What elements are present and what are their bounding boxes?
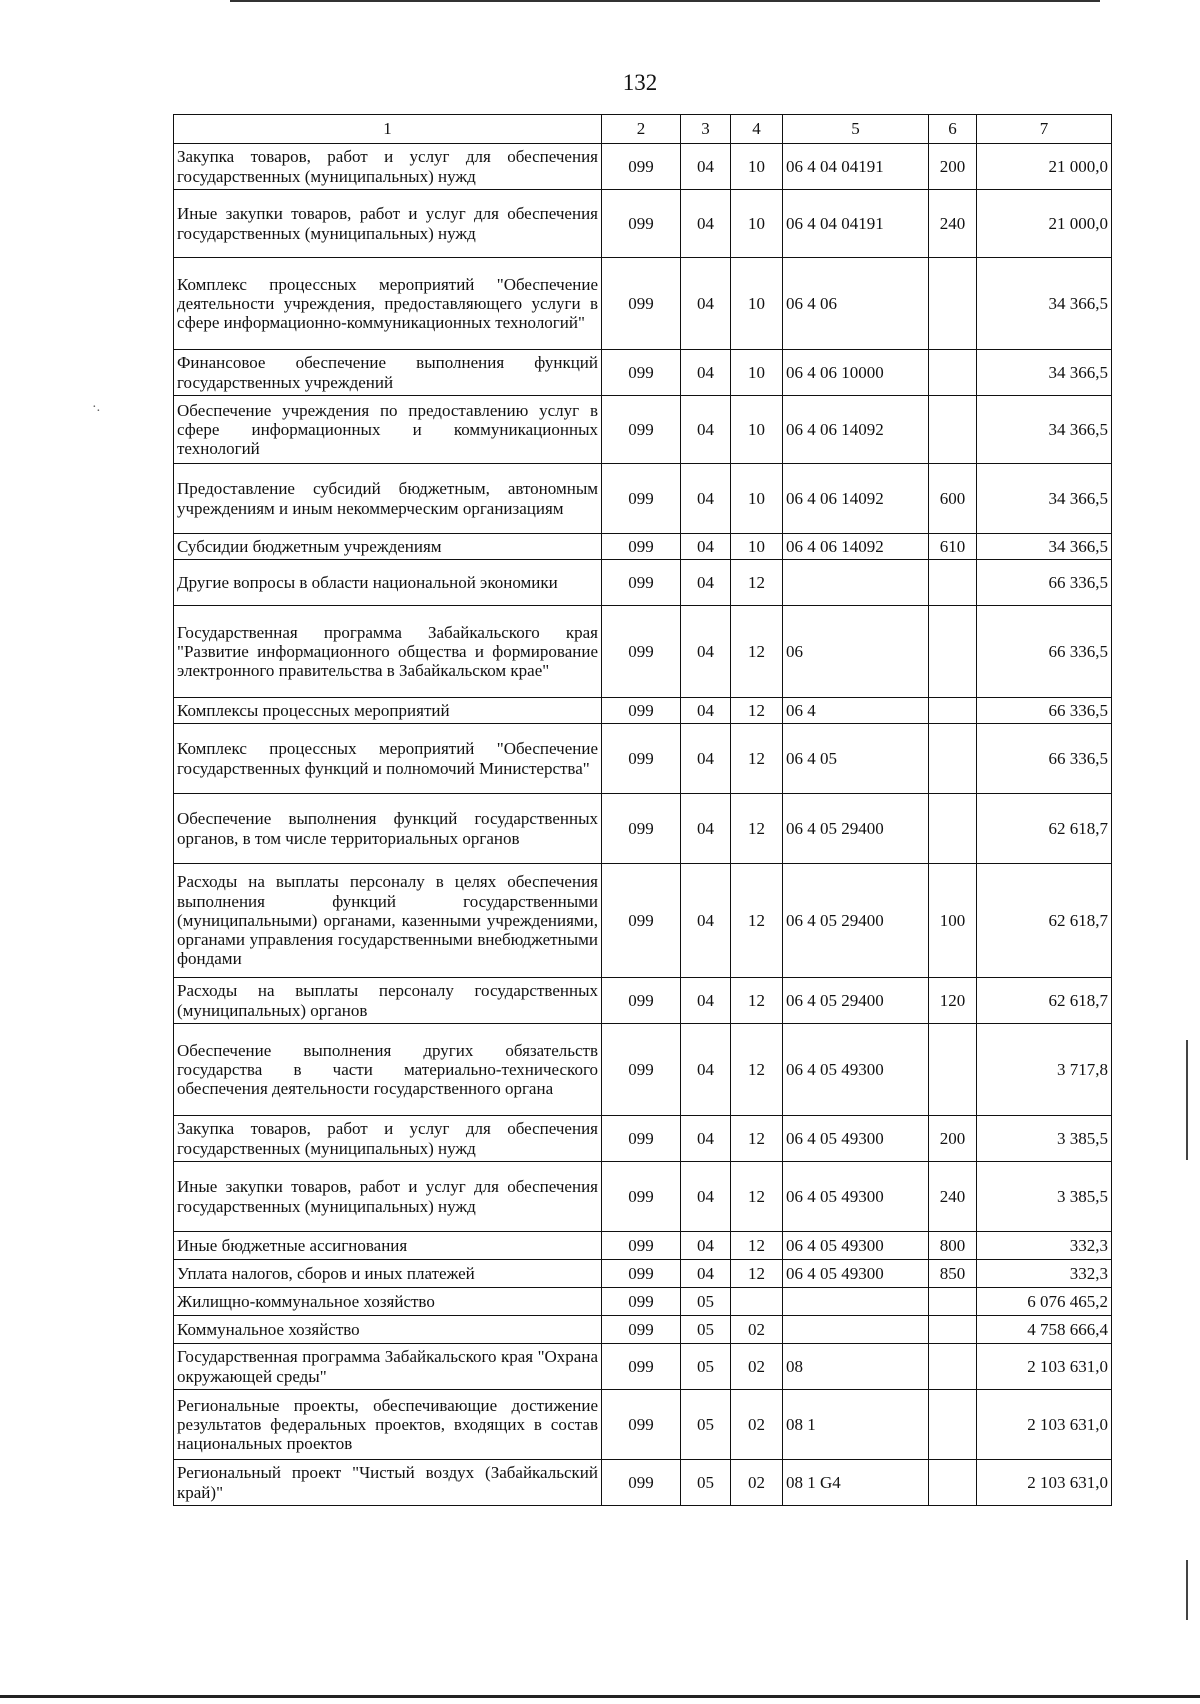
row-section-cell: 05	[681, 1316, 731, 1344]
row-name-cell: Жилищно-коммунальное хозяйство	[174, 1288, 602, 1316]
row-subsection-cell: 12	[731, 1232, 783, 1260]
row-amount-cell: 34 366,5	[977, 464, 1112, 534]
row-expense-type-cell: 850	[929, 1260, 977, 1288]
row-name-cell: Закупка товаров, работ и услуг для обеспечения государственных (муниципальных) нужд	[174, 144, 602, 190]
row-admin-code-cell: 099	[602, 978, 681, 1024]
table-row	[174, 534, 1112, 560]
row-target-article-cell: 06 4 05 29400	[783, 864, 929, 978]
row-target-article-cell: 06 4 06 14092	[783, 396, 929, 464]
row-name-cell: Государственная программа Забайкальского края "Развитие информационного общества и формирование электронного правительства в Забайкальском крае"	[174, 606, 602, 698]
row-name-cell: Финансовое обеспечение выполнения функций государственных учреждений	[174, 350, 602, 396]
row-subsection-cell: 12	[731, 1260, 783, 1288]
row-subsection-cell: 12	[731, 560, 783, 606]
row-subsection-cell: 02	[731, 1344, 783, 1390]
row-section-cell: 04	[681, 978, 731, 1024]
row-section-cell: 04	[681, 258, 731, 350]
row-section-cell: 04	[681, 190, 731, 258]
table-row	[174, 1260, 1112, 1288]
row-name-cell: Иные закупки товаров, работ и услуг для обеспечения государственных (муниципальных) нужд	[174, 190, 602, 258]
row-target-article-cell	[783, 560, 929, 606]
row-name-cell: Предоставление субсидий бюджетным, автономным учреждениям и иным некоммерческим организациям	[174, 464, 602, 534]
scan-edge-mark	[1186, 1040, 1188, 1160]
table-row	[174, 1344, 1112, 1390]
row-admin-code-cell: 099	[602, 144, 681, 190]
row-admin-code-cell: 099	[602, 350, 681, 396]
row-target-article-cell: 06 4 05 29400	[783, 978, 929, 1024]
row-target-article-cell: 06 4 05 49300	[783, 1024, 929, 1116]
row-subsection-cell: 10	[731, 350, 783, 396]
top-border-line	[230, 0, 1100, 2]
row-subsection-cell: 10	[731, 258, 783, 350]
row-section-cell: 04	[681, 396, 731, 464]
row-target-article-cell: 08 1	[783, 1390, 929, 1460]
row-subsection-cell: 10	[731, 396, 783, 464]
row-expense-type-cell	[929, 560, 977, 606]
table-row	[174, 1390, 1112, 1460]
row-section-cell: 04	[681, 606, 731, 698]
row-expense-type-cell	[929, 258, 977, 350]
row-amount-cell: 34 366,5	[977, 350, 1112, 396]
row-section-cell: 04	[681, 1232, 731, 1260]
row-admin-code-cell: 099	[602, 1162, 681, 1232]
row-section-cell: 04	[681, 1260, 731, 1288]
table-row	[174, 698, 1112, 724]
row-amount-cell: 62 618,7	[977, 978, 1112, 1024]
row-name-cell: Иные бюджетные ассигнования	[174, 1232, 602, 1260]
table-row	[174, 258, 1112, 350]
row-amount-cell: 6 076 465,2	[977, 1288, 1112, 1316]
row-amount-cell: 21 000,0	[977, 190, 1112, 258]
row-subsection-cell: 12	[731, 864, 783, 978]
row-subsection-cell: 10	[731, 534, 783, 560]
row-expense-type-cell: 600	[929, 464, 977, 534]
row-section-cell: 05	[681, 1288, 731, 1316]
row-admin-code-cell: 099	[602, 724, 681, 794]
row-subsection-cell: 12	[731, 978, 783, 1024]
row-name-cell: Комплексы процессных мероприятий	[174, 698, 602, 724]
row-section-cell: 04	[681, 1024, 731, 1116]
row-target-article-cell: 06 4 06	[783, 258, 929, 350]
row-subsection-cell: 12	[731, 698, 783, 724]
header-col-7: 7	[977, 115, 1112, 144]
row-target-article-cell: 06 4 05 49300	[783, 1232, 929, 1260]
row-subsection-cell: 02	[731, 1316, 783, 1344]
table-row	[174, 794, 1112, 864]
row-target-article-cell: 06 4 05 49300	[783, 1162, 929, 1232]
header-col-6: 6	[929, 115, 977, 144]
row-admin-code-cell: 099	[602, 1260, 681, 1288]
row-admin-code-cell: 099	[602, 794, 681, 864]
row-expense-type-cell	[929, 606, 977, 698]
row-expense-type-cell	[929, 698, 977, 724]
row-expense-type-cell	[929, 396, 977, 464]
row-amount-cell: 3 385,5	[977, 1162, 1112, 1232]
row-admin-code-cell: 099	[602, 534, 681, 560]
row-expense-type-cell	[929, 1344, 977, 1390]
row-name-cell: Уплата налогов, сборов и иных платежей	[174, 1260, 602, 1288]
header-row	[174, 115, 1112, 144]
row-admin-code-cell: 099	[602, 1232, 681, 1260]
row-expense-type-cell: 200	[929, 144, 977, 190]
row-subsection-cell: 12	[731, 606, 783, 698]
row-subsection-cell: 10	[731, 190, 783, 258]
row-section-cell: 04	[681, 724, 731, 794]
row-admin-code-cell: 099	[602, 560, 681, 606]
row-section-cell: 04	[681, 698, 731, 724]
row-target-article-cell: 06 4 04 04191	[783, 190, 929, 258]
table-row	[174, 864, 1112, 978]
row-target-article-cell: 06 4 06 14092	[783, 534, 929, 560]
row-subsection-cell: 12	[731, 1116, 783, 1162]
row-admin-code-cell: 099	[602, 1116, 681, 1162]
table-row	[174, 1162, 1112, 1232]
row-expense-type-cell	[929, 1390, 977, 1460]
row-amount-cell: 2 103 631,0	[977, 1460, 1112, 1506]
row-subsection-cell: 12	[731, 1162, 783, 1232]
row-expense-type-cell: 610	[929, 534, 977, 560]
table-row	[174, 464, 1112, 534]
row-section-cell: 05	[681, 1460, 731, 1506]
row-admin-code-cell: 099	[602, 1024, 681, 1116]
table-row	[174, 1116, 1112, 1162]
page-number: 132	[622, 70, 658, 95]
table-row	[174, 1316, 1112, 1344]
row-amount-cell: 21 000,0	[977, 144, 1112, 190]
row-amount-cell: 3 717,8	[977, 1024, 1112, 1116]
row-target-article-cell: 06 4	[783, 698, 929, 724]
table-row	[174, 978, 1112, 1024]
table-row	[174, 1024, 1112, 1116]
row-admin-code-cell: 099	[602, 1288, 681, 1316]
row-expense-type-cell	[929, 1288, 977, 1316]
table-row	[174, 606, 1112, 698]
row-expense-type-cell	[929, 794, 977, 864]
row-name-cell: Государственная программа Забайкальского края "Охрана окружающей среды"	[174, 1344, 602, 1390]
row-subsection-cell: 12	[731, 794, 783, 864]
row-amount-cell: 2 103 631,0	[977, 1390, 1112, 1460]
row-admin-code-cell: 099	[602, 606, 681, 698]
row-target-article-cell: 08 1 G4	[783, 1460, 929, 1506]
row-target-article-cell: 06 4 05 49300	[783, 1116, 929, 1162]
table-row	[174, 1288, 1112, 1316]
row-target-article-cell: 06 4 05 49300	[783, 1260, 929, 1288]
row-expense-type-cell: 100	[929, 864, 977, 978]
row-target-article-cell: 06 4 06 14092	[783, 464, 929, 534]
row-admin-code-cell: 099	[602, 396, 681, 464]
row-section-cell: 04	[681, 350, 731, 396]
row-expense-type-cell: 240	[929, 1162, 977, 1232]
budget-table	[173, 114, 1112, 1506]
table-row	[174, 1232, 1112, 1260]
row-expense-type-cell: 120	[929, 978, 977, 1024]
row-amount-cell: 66 336,5	[977, 698, 1112, 724]
row-amount-cell: 2 103 631,0	[977, 1344, 1112, 1390]
row-name-cell: Обеспечение учреждения по предоставлению услуг в сфере информационных и коммуникационных технологий	[174, 396, 602, 464]
row-subsection-cell: 12	[731, 724, 783, 794]
row-amount-cell: 3 385,5	[977, 1116, 1112, 1162]
margin-mark: ·.	[92, 400, 101, 415]
row-expense-type-cell	[929, 1316, 977, 1344]
row-admin-code-cell: 099	[602, 698, 681, 724]
row-name-cell: Комплекс процессных мероприятий "Обеспечение деятельности учреждения, предоставляющего услуги в сфере информационно-коммуникационных технологий"	[174, 258, 602, 350]
row-expense-type-cell	[929, 724, 977, 794]
row-amount-cell: 34 366,5	[977, 534, 1112, 560]
row-name-cell: Субсидии бюджетным учреждениям	[174, 534, 602, 560]
row-amount-cell: 66 336,5	[977, 560, 1112, 606]
row-name-cell: Иные закупки товаров, работ и услуг для обеспечения государственных (муниципальных) нужд	[174, 1162, 602, 1232]
row-target-article-cell: 08	[783, 1344, 929, 1390]
row-amount-cell: 66 336,5	[977, 724, 1112, 794]
row-expense-type-cell: 240	[929, 190, 977, 258]
row-name-cell: Коммунальное хозяйство	[174, 1316, 602, 1344]
row-admin-code-cell: 099	[602, 464, 681, 534]
row-admin-code-cell: 099	[602, 190, 681, 258]
row-target-article-cell: 06 4 05	[783, 724, 929, 794]
header-col-4: 4	[731, 115, 783, 144]
row-name-cell: Региональные проекты, обеспечивающие достижение результатов федеральных проектов, входящих в состав национальных проектов	[174, 1390, 602, 1460]
row-section-cell: 04	[681, 464, 731, 534]
row-section-cell: 04	[681, 794, 731, 864]
header-col-1: 1	[174, 115, 602, 144]
row-expense-type-cell: 800	[929, 1232, 977, 1260]
row-name-cell: Другие вопросы в области национальной экономики	[174, 560, 602, 606]
row-amount-cell: 66 336,5	[977, 606, 1112, 698]
row-section-cell: 05	[681, 1344, 731, 1390]
row-name-cell: Комплекс процессных мероприятий "Обеспечение государственных функций и полномочий Министерства"	[174, 724, 602, 794]
row-name-cell: Расходы на выплаты персоналу в целях обеспечения выполнения функций государственными (муниципальными) органами, казенными учреждениями, органами управления государственными внебюджетными фондами	[174, 864, 602, 978]
row-subsection-cell: 02	[731, 1390, 783, 1460]
row-expense-type-cell	[929, 1024, 977, 1116]
row-name-cell: Региональный проект "Чистый воздух (Забайкальский край)"	[174, 1460, 602, 1506]
row-target-article-cell	[783, 1316, 929, 1344]
row-target-article-cell: 06 4 05 29400	[783, 794, 929, 864]
table-row	[174, 396, 1112, 464]
table-row	[174, 190, 1112, 258]
header-col-5: 5	[783, 115, 929, 144]
row-name-cell: Обеспечение выполнения функций государственных органов, в том числе территориальных органов	[174, 794, 602, 864]
row-expense-type-cell	[929, 350, 977, 396]
row-amount-cell: 4 758 666,4	[977, 1316, 1112, 1344]
table-row	[174, 144, 1112, 190]
row-admin-code-cell: 099	[602, 864, 681, 978]
row-amount-cell: 332,3	[977, 1232, 1112, 1260]
row-subsection-cell: 10	[731, 464, 783, 534]
row-amount-cell: 34 366,5	[977, 258, 1112, 350]
row-admin-code-cell: 099	[602, 1460, 681, 1506]
row-amount-cell: 62 618,7	[977, 864, 1112, 978]
row-target-article-cell	[783, 1288, 929, 1316]
row-section-cell: 04	[681, 534, 731, 560]
row-section-cell: 04	[681, 1116, 731, 1162]
row-admin-code-cell: 099	[602, 1316, 681, 1344]
row-admin-code-cell: 099	[602, 1390, 681, 1460]
row-subsection-cell: 02	[731, 1460, 783, 1506]
row-section-cell: 04	[681, 560, 731, 606]
row-section-cell: 04	[681, 1162, 731, 1232]
row-amount-cell: 34 366,5	[977, 396, 1112, 464]
row-section-cell: 04	[681, 144, 731, 190]
row-target-article-cell: 06	[783, 606, 929, 698]
table-row	[174, 724, 1112, 794]
header-col-3: 3	[681, 115, 731, 144]
bottom-border-line	[0, 1695, 1200, 1698]
row-target-article-cell: 06 4 04 04191	[783, 144, 929, 190]
scan-edge-mark	[1186, 1560, 1188, 1620]
header-col-2: 2	[602, 115, 681, 144]
row-admin-code-cell: 099	[602, 258, 681, 350]
row-section-cell: 05	[681, 1390, 731, 1460]
row-expense-type-cell: 200	[929, 1116, 977, 1162]
row-admin-code-cell: 099	[602, 1344, 681, 1390]
table-row	[174, 350, 1112, 396]
table-row	[174, 1460, 1112, 1506]
row-name-cell: Расходы на выплаты персоналу государственных (муниципальных) органов	[174, 978, 602, 1024]
row-subsection-cell: 12	[731, 1024, 783, 1116]
row-section-cell: 04	[681, 864, 731, 978]
row-subsection-cell	[731, 1288, 783, 1316]
row-name-cell: Закупка товаров, работ и услуг для обеспечения государственных (муниципальных) нужд	[174, 1116, 602, 1162]
row-target-article-cell: 06 4 06 10000	[783, 350, 929, 396]
row-name-cell: Обеспечение выполнения других обязательств государства в части материально-технического обеспечения деятельности государственного органа	[174, 1024, 602, 1116]
row-subsection-cell: 10	[731, 144, 783, 190]
row-amount-cell: 62 618,7	[977, 794, 1112, 864]
table-row	[174, 560, 1112, 606]
row-expense-type-cell	[929, 1460, 977, 1506]
row-amount-cell: 332,3	[977, 1260, 1112, 1288]
